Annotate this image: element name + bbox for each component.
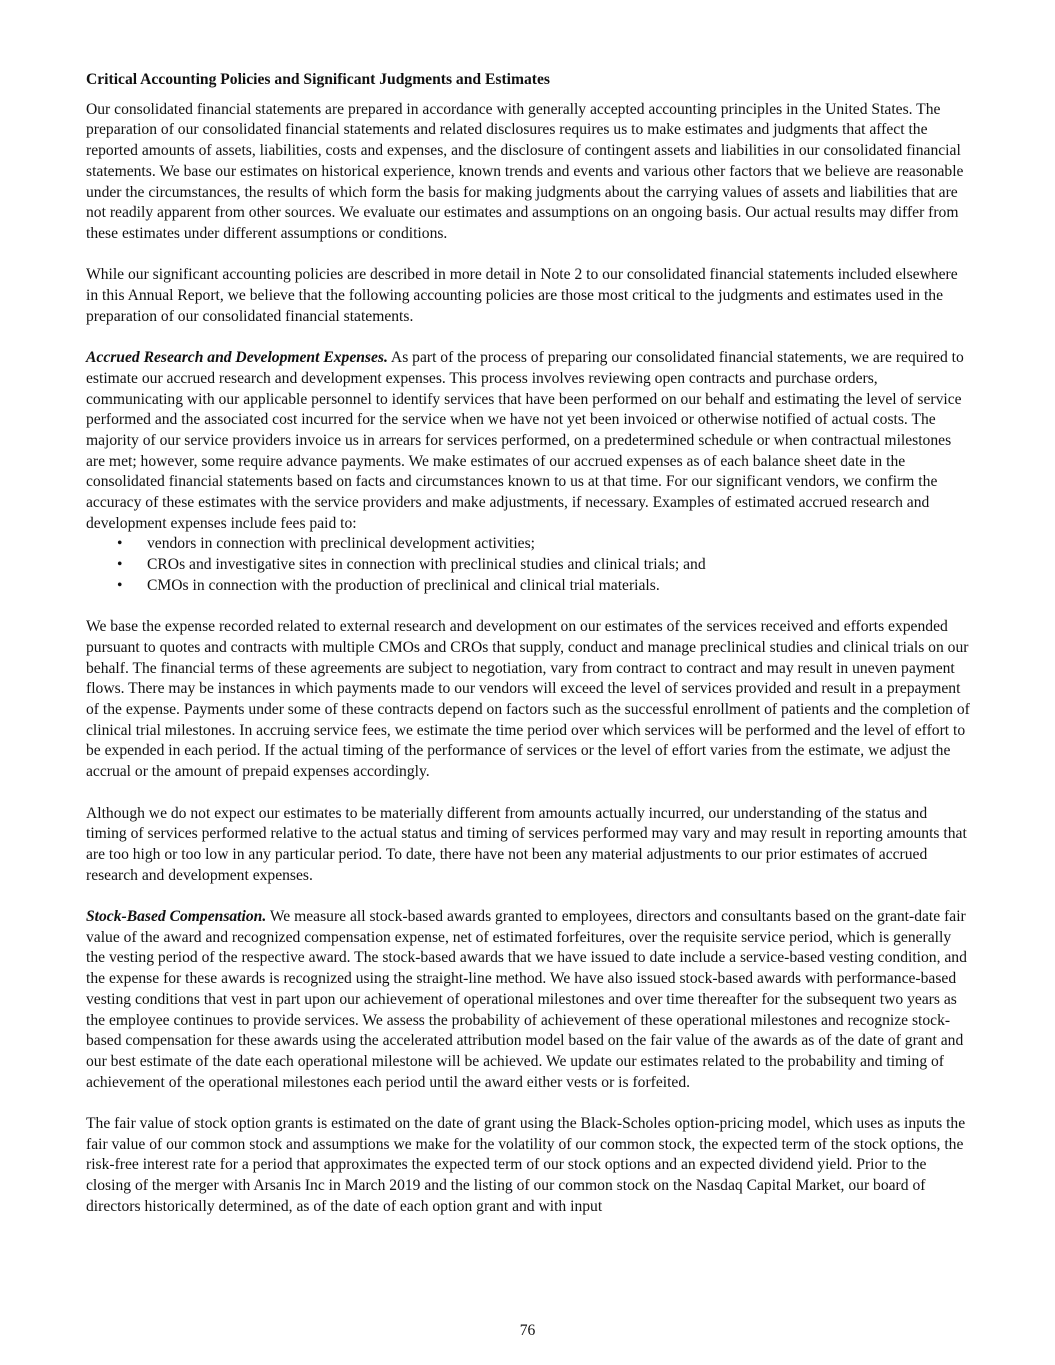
- page-number: 76: [519, 1322, 536, 1339]
- stock-compensation-title: Stock-Based Compensation.: [86, 908, 267, 926]
- list-item-text: vendors in connection with preclinical development activities;: [147, 535, 535, 553]
- accrued-expenses-body: As part of the process of preparing our consolidated financial statements, we are required to estimate our accrued research and development expenses. This process involves reviewing open contracts and purchase orders, communicating with our applicable personnel to identify services that have been performed on our behalf and estimating the level of service performed and the associated cost incurred for the service when we have not yet been invoiced or otherwise notified of actual costs. The majority of our service providers invoice us in arrears for services performed, on a predetermined schedule or when contractual milestones are met; however, some require advance payments. We make estimates of our accrued expenses as of each balance sheet date in the consolidated financial statements based on facts and circumstances known to us at that time. For our significant vendors, we confirm the accuracy of these estimates with the service providers and make adjustments, if necessary. Examples of estimated accrued research and development expenses include fees paid to:: [86, 349, 964, 532]
- accrued-expenses-title: Accrued Research and Development Expenses.: [86, 349, 388, 367]
- list-item: [86, 534, 970, 555]
- stock-compensation-paragraph: [86, 907, 970, 1093]
- accrued-fees-list: [86, 534, 970, 596]
- list-item-text: CMOs in connection with the production of preclinical and clinical trial materials.: [147, 576, 660, 594]
- expense-basis-paragraph: We base the expense recorded related to external research and development on our estimates of the services received and efforts expended pursuant to quotes and contracts with multiple CMOs and CROs that supply, conduct and manage preclinical studies and clinical trials on our behalf. The financial terms of these agreements are subject to negotiation, vary from contract to contract and may result in uneven payment flows. There may be instances in which payments made to our vendors will exceed the level of services provided and result in a prepayment of the expense. Payments under some of these contracts depend on factors such as the successful enrollment of patients and the completion of clinical trial milestones. In accruing service fees, we estimate the time period over which services will be performed and the level of effort to be expended in each period. If the actual timing of the performance of services or the level of effort varies from the estimate, we adjust the accrual or the amount of prepaid expenses accordingly.: [86, 618, 970, 781]
- section-heading: Critical Accounting Policies and Significant Judgments and Estimates: [86, 71, 550, 88]
- document-page: [86, 70, 970, 1218]
- list-item: [86, 555, 970, 576]
- policies-paragraph: While our significant accounting policies are described in more detail in Note 2 to our consolidated financial statements included elsewhere in this Annual Report, we believe that the following accounting policies are those most critical to the judgments and estimates used in the preparation of our consolidated financial statements.: [86, 266, 958, 325]
- bullet-marker: •: [117, 535, 123, 553]
- bullet-marker: •: [117, 576, 123, 594]
- bullet-marker: •: [117, 556, 123, 574]
- fair-value-paragraph: The fair value of stock option grants is estimated on the date of grant using the Black-Scholes option-pricing model, which uses as inputs the fair value of our common stock and assumptions we make for the volatility of our common stock, the expected term of the stock options, the risk-free interest rate for a period that approximates the expected term of our stock options and an expected dividend yield. Prior to the closing of the merger with Arsanis Inc in March 2019 and the listing of our common stock on the Nasdaq Capital Market, our board of directors historically determined, as of the date of each option grant and with input: [86, 1115, 966, 1215]
- accrued-expenses-paragraph: [86, 348, 970, 534]
- list-item-text: CROs and investigative sites in connection with preclinical studies and clinical trials; and: [147, 556, 706, 574]
- stock-compensation-body: We measure all stock-based awards granted to employees, directors and consultants based on the grant-date fair value of the award and recognized compensation expense, net of estimated forfeitures, over the requisite service period, which is generally the vesting period of the respective award. The stock-based awards that we have issued to date include a service-based vesting condition, and the expense for these awards is recognized using the straight-line method. We have also issued stock-based awards with performance-based vesting conditions that vest in part upon our achievement of operational milestones and over time thereafter for the subsequent two years as the employee continues to provide services. We assess the probability of achievement of these operational milestones and recognize stock-based compensation for these awards using the accelerated attribution model based on the fair value of the awards as of the date of grant and our best estimate of the date each operational milestone will be achieved. We update our estimates related to the probability and timing of achievement of the operational milestones each period until the award either vests or is forfeited.: [86, 908, 967, 1091]
- list-item: [86, 576, 970, 597]
- estimates-note-paragraph: Although we do not expect our estimates to be materially different from amounts actually incurred, our understanding of the status and timing of services performed relative to the actual status and timing of services performed may vary and may result in reporting amounts that are too high or too low in any particular period. To date, there have not been any material adjustments to our prior estimates of accrued research and development expenses.: [86, 804, 967, 884]
- intro-paragraph: Our consolidated financial statements are prepared in accordance with generally accepted accounting principles in the United States. The preparation of our consolidated financial statements and related disclosures requires us to make estimates and judgments that affect the reported amounts of assets, liabilities, costs and expenses, and the disclosure of contingent assets and liabilities in our consolidated financial statements. We base our estimates on historical experience, known trends and events and various other factors that we believe are reasonable under the circumstances, the results of which form the basis for making judgments about the carrying values of assets and liabilities that are not readily apparent from other sources. We evaluate our estimates and assumptions on an ongoing basis. Our actual results may differ from these estimates under different assumptions or conditions.: [86, 100, 964, 242]
